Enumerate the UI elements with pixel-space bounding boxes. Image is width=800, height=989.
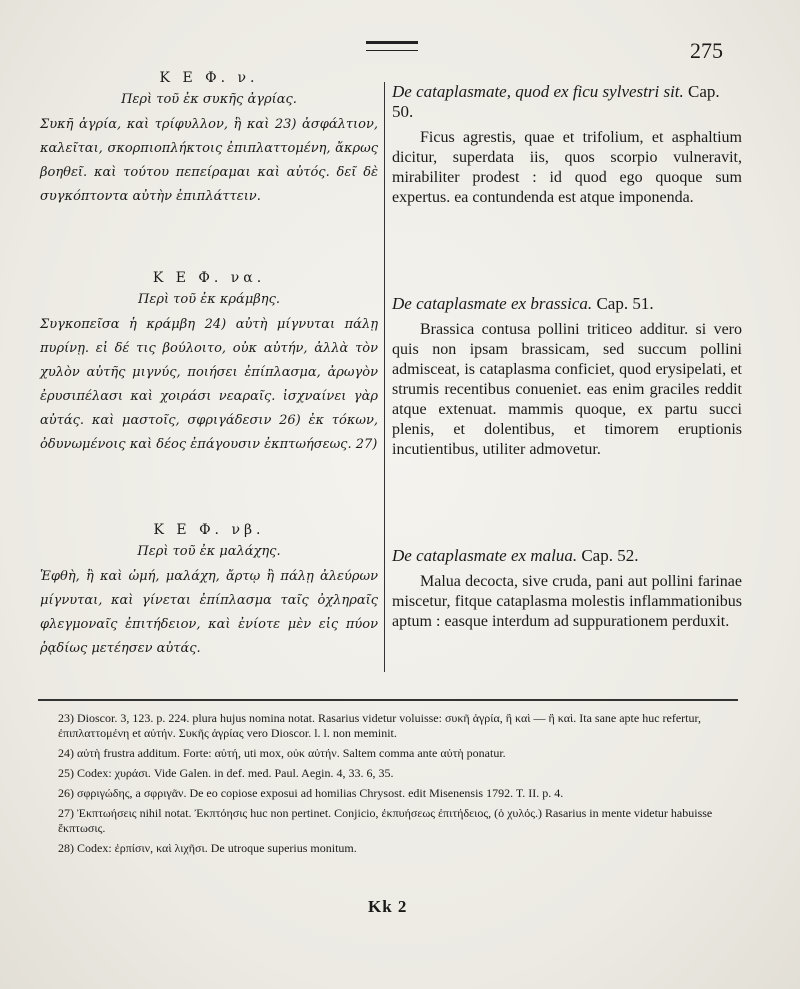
chapter-heading: Κ Ε Φ. ν. — [159, 70, 259, 86]
greek-column — [40, 70, 378, 661]
chapter-text: Συγκοπεῖσα ἡ κράμβη 24) αὐτὴ μίγνυται πάλῃ πυρίνῃ. εἰ δέ τις βούλοιτο, οὐκ αὐτήν, ἀλλὰ τὸν χυλὸν αὐτῆς μιγνύς, ποιήσει ἐπίπλασμα, ἀρωγὸν ἐρυσιπέλασι καὶ χοιράσι νεαραῖς. ἰσχναίνει γὰρ αὐτάς. καὶ μαστοῖς, σφριγάδεσιν 26) ἐκ τόκων, ὀδυνωμένοις καὶ δέος ἐπάγουσιν ἐκπτωήσεως. 27) — [40, 317, 378, 452]
signature-mark: Kk 2 — [368, 897, 408, 916]
chapter-text: Ἑφθὴ, ἢ καὶ ὠμή, μαλάχη, ἄρτῳ ἢ πάλῃ ἀλεύρων μίγνυται, καὶ γίνεται ἐπίπλασμα ταῖς ὀχληραῖς φλεγμοναῖς ἐπιτήδειον, καὶ ἐνίοτε μὲν εἰς πύον ῥᾳδίως μετέησεν αὐτάς. — [40, 569, 378, 656]
chapter-subheading: Περὶ τοῦ ἐκ μαλάχης. — [137, 544, 281, 559]
column-divider — [384, 82, 385, 672]
footnote: 25) Codex: χυράσι. Vide Galen. in def. med. Paul. Aegin. 4, 33. 6, 35. — [58, 766, 394, 780]
chapter-title-text: De cataplasmate ex brassica. — [392, 294, 593, 313]
footnote-separator — [38, 699, 738, 701]
greek-chapter-50 — [40, 70, 378, 270]
footnote: 24) αὐτὴ frustra additum. Forte: αὐτή, uti mox, οὐκ αὐτήν. Saltem comma ante αὐτὴ ponatur. — [58, 746, 506, 760]
footnote: 26) σφριγώδης, a σφριγᾶν. De eo copiose exposui ad homilias Chrysost. edit Misenensis 1792. T. II. p. 4. — [58, 786, 564, 800]
chapter-title-text: De cataplasmate ex malua. — [392, 546, 578, 565]
chapter-subheading: Περὶ τοῦ ἐκ κράμβης. — [138, 292, 280, 307]
chapter-text: Συκῆ ἀγρία, καὶ τρίφυλλον, ἣ καὶ 23) ἀσφάλτιον, καλεῖται, σκορπιοπλήκτοις ἐπιπλαττομένη, ἄκρως βοηθεῖ. καὶ τούτου πεπείραμαι καὶ αὐτός. δεῖ δὲ συγκόπτοντα αὐτὴν ἐπιπλάττειν. — [40, 117, 378, 204]
footnote: 28) Codex: ἐρπίσιν, καὶ λιχῆσι. De utroque superius monitum. — [58, 841, 357, 855]
greek-chapter-52 — [40, 522, 378, 661]
chapter-heading: Κ Ε Φ. να. — [152, 270, 266, 286]
chapter-number: Cap. 51. — [596, 294, 654, 313]
chapter-text: Ficus agrestis, quae et trifolium, et asphaltium dicitur, superdata iis, quos scorpio vulneravit, mirabiliter prodest : id quod ego quoque sum expertus. ea contundenda est atque imponenda. — [392, 129, 742, 206]
chapter-text: Malua decocta, sive cruda, pani aut pollini farinae miscetur, fitque cataplasma molestis inflammationibus aptum : easque interdum ad suppurationem perduxit. — [392, 573, 742, 630]
chapter-heading: Κ Ε Φ. νβ. — [153, 522, 265, 538]
chapter-subheading: Περὶ τοῦ ἐκ συκῆς ἀγρίας. — [121, 92, 297, 107]
footnote: 27) Ἐκπτωήσεις nihil notat. Ἐκπτόησις huc non pertinet. Conjicio, ἐκπυήσεως ἐπιτήδειος, (ὁ χυλός.) Rasarius in mente videtur habuisse ἔκπτωσις. — [58, 806, 713, 835]
footnote: 23) Dioscor. 3, 123. p. 224. plura hujus nomina notat. Rasarius videtur voluisse: συκῆ ἀγρία, ἣ καὶ — ἣ καὶ. Ita sane apte huc refertur, ἐπιπλαττομένη et αὐτήν. Συκῆς ἀγρίας vero Dioscor. l. l. non meminit. — [58, 711, 702, 740]
chapter-text: Brassica contusa pollini triticeo additur. si vero quis non ipsam brassicam, sed succum pollini admisceat, is cataplasma conficiet, quod erysipelati, et strumis recentibus conueniet. eas enim graciles reddit atque extenuat. mammis quoque, ex partu succi plenis, et dolentibus, et timorem eruptionis incutientibus, utiliter admovetur. — [392, 321, 742, 458]
chapter-number: Cap. 52. — [581, 546, 639, 565]
top-ornament-rule — [366, 41, 418, 51]
latin-chapter-52 — [392, 546, 742, 632]
chapter-title — [392, 546, 742, 566]
chapter-title — [392, 294, 742, 314]
latin-chapter-50 — [392, 82, 742, 294]
greek-chapter-51 — [40, 270, 378, 522]
chapter-title-text: De cataplasmate, quod ex ficu sylvestri sit. — [392, 82, 684, 101]
footnotes — [58, 711, 748, 861]
chapter-number: Cap. 50. — [392, 82, 720, 121]
page-number: 275 — [690, 38, 723, 63]
chapter-title — [392, 82, 742, 122]
latin-chapter-51 — [392, 294, 742, 546]
latin-column — [392, 82, 742, 632]
